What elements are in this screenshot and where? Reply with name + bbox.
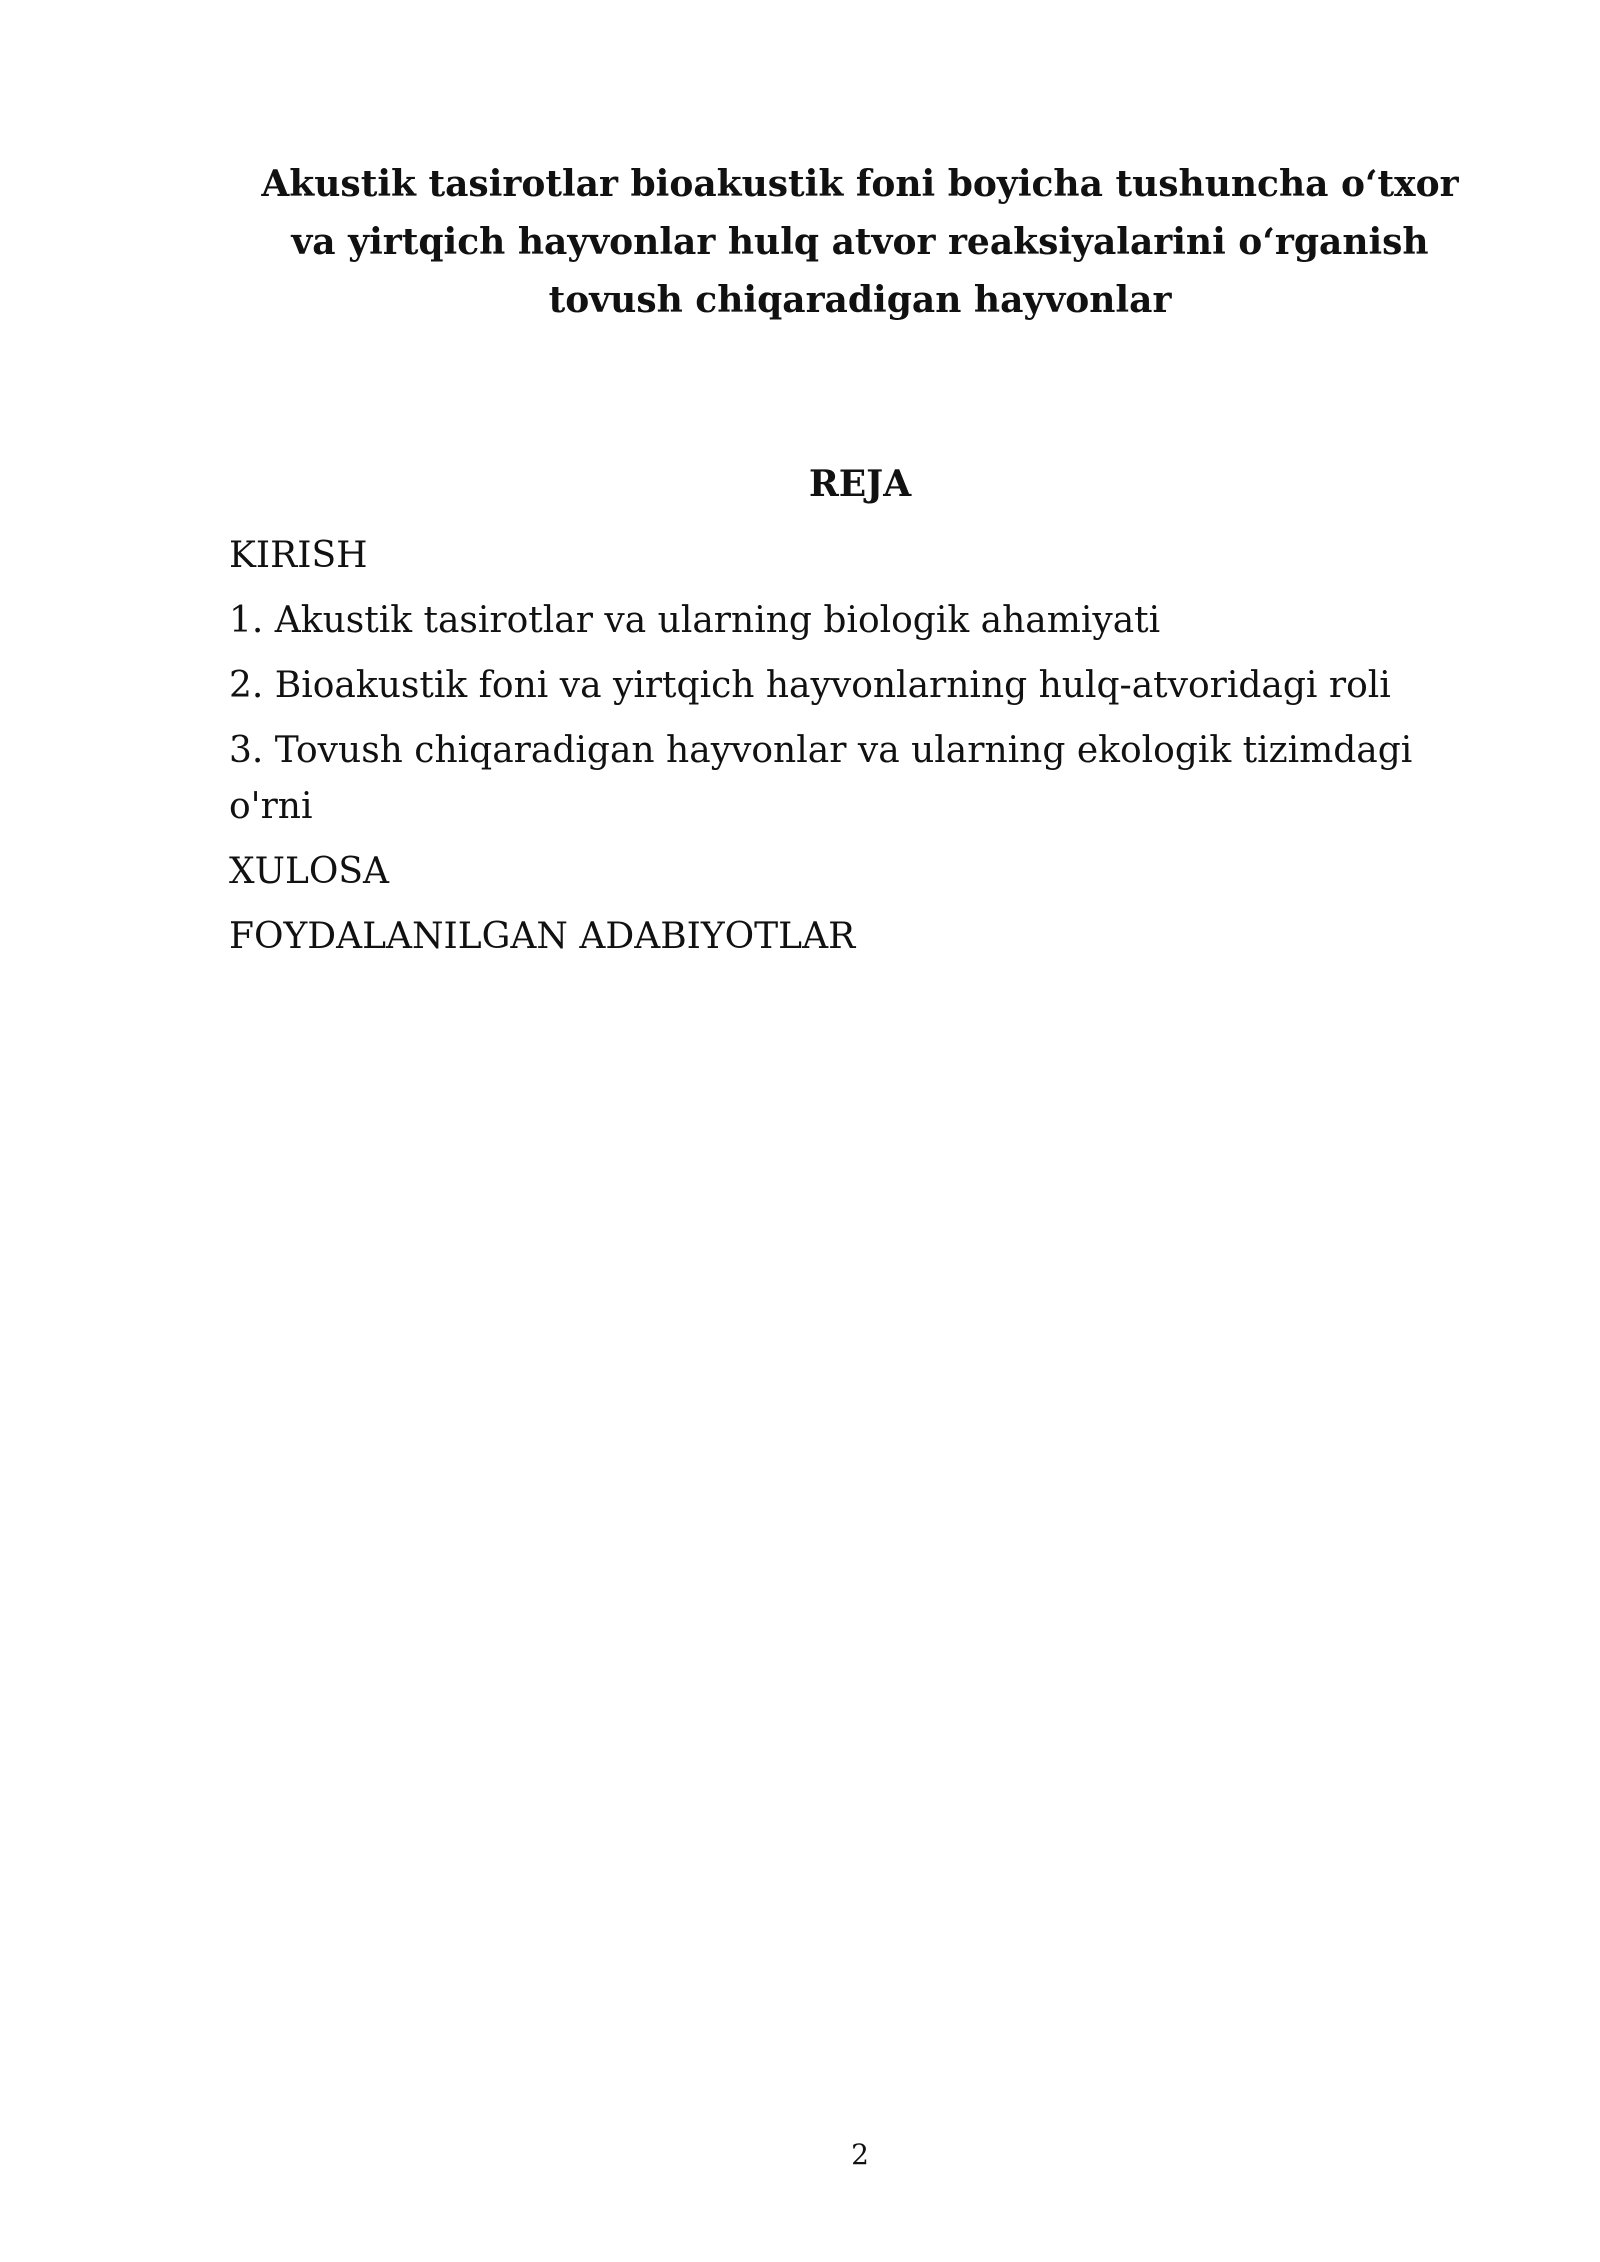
plan-heading: REJA bbox=[808, 463, 912, 505]
plan-item-conclusion: XULOSA bbox=[229, 851, 390, 892]
plan-item-introduction: KIRISH bbox=[229, 535, 368, 576]
plan-item-3: 3. Tovush chiqaradigan hayvonlar va ularning ekologik tizimdagi o'rni bbox=[229, 730, 1413, 827]
plan-item-references: FOYDALANILGAN ADABIYOTLAR bbox=[229, 916, 856, 957]
title-line-1: Akustik tasirotlar bioakustik foni boyicha tushuncha oʻtxor bbox=[261, 163, 1459, 205]
document-title bbox=[220, 155, 1500, 329]
plan-item-1: 1. Akustik tasirotlar va ularning biologik ahamiyati bbox=[229, 600, 1161, 641]
plan-list bbox=[229, 528, 1509, 974]
title-line-2: va yirtqich hayvonlar hulq atvor reaksiyalarini oʻrganish bbox=[291, 221, 1429, 263]
page-number: 2 bbox=[851, 2138, 869, 2171]
title-line-3: tovush chiqaradigan hayvonlar bbox=[548, 279, 1172, 321]
plan-item-2: 2. Bioakustik foni va yirtqich hayvonlarning hulq-atvoridagi roli bbox=[229, 665, 1391, 706]
